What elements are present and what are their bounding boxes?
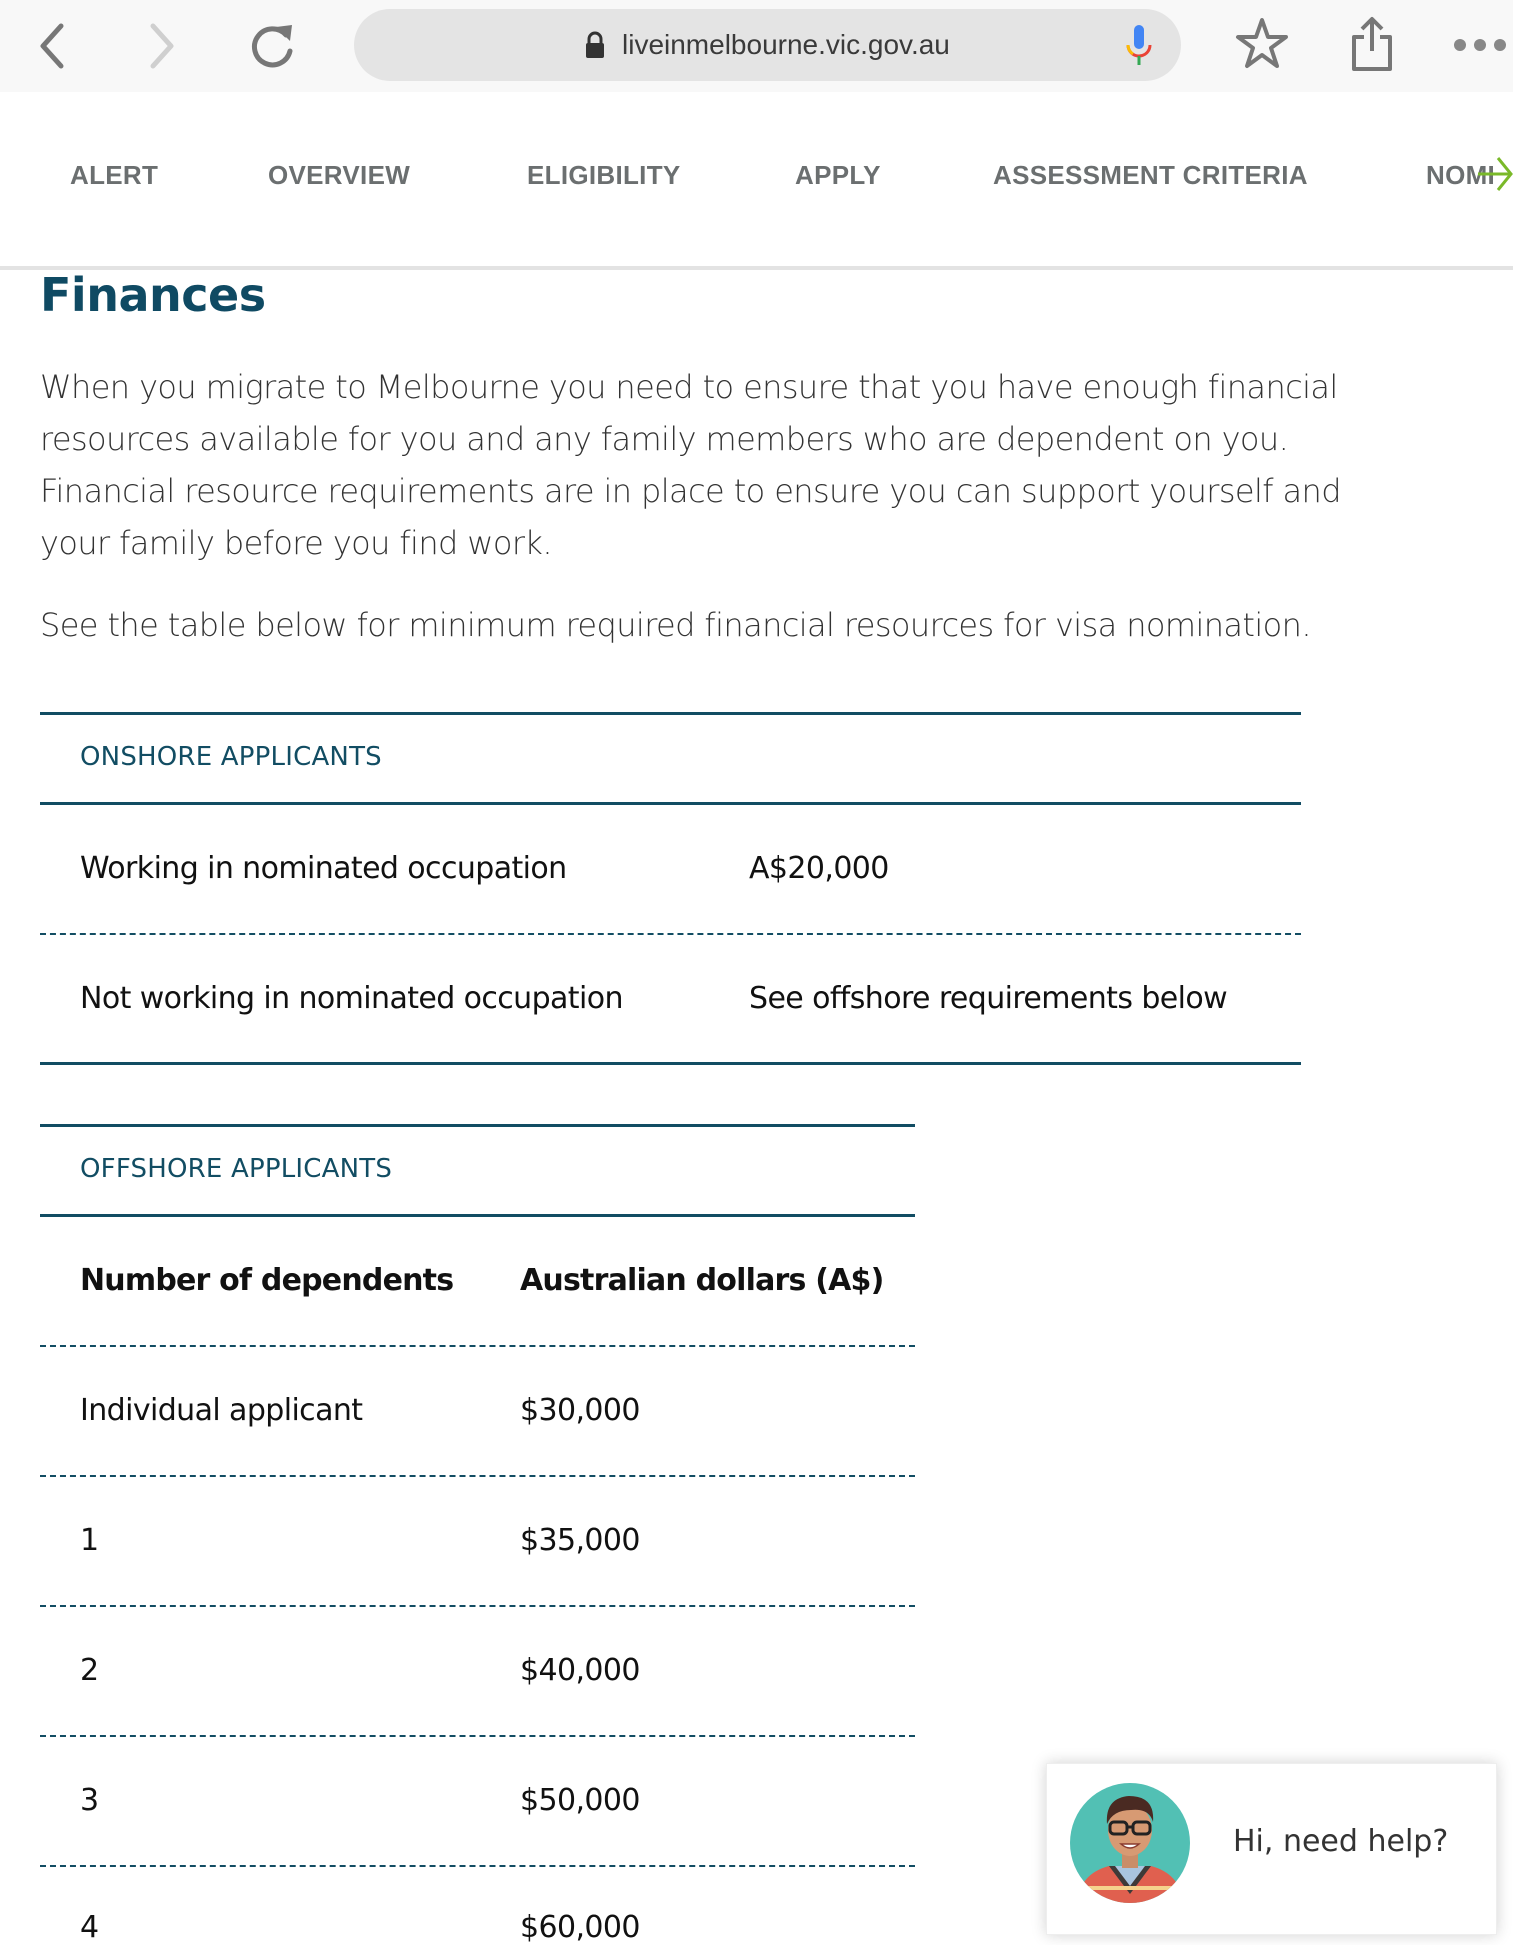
nav-item-assessment-criteria[interactable]: ASSESSMENT CRITERIA (993, 160, 1308, 190)
onshore-row-label: Working in nominated occupation (80, 851, 567, 886)
row-divider (40, 1605, 915, 1607)
table-top-border (40, 712, 1301, 715)
row-divider (40, 933, 1301, 935)
nav-item-nominated[interactable]: NOMI (1426, 160, 1496, 190)
offshore-row-dependents: 2 (80, 1653, 99, 1688)
offshore-row-amount: $60,000 (520, 1910, 640, 1945)
page-title: Finances (40, 268, 266, 322)
offshore-row-amount: $50,000 (520, 1783, 640, 1818)
arrow-right-icon[interactable] (1476, 154, 1513, 199)
column-header-dependents: Number of dependents (80, 1263, 454, 1298)
more-icon[interactable] (1452, 30, 1513, 60)
nav-item-overview[interactable]: OVERVIEW (268, 160, 411, 190)
row-divider (40, 1475, 915, 1477)
onshore-row-label: Not working in nominated occupation (80, 981, 623, 1016)
chat-prompt[interactable]: Hi, need help? (1233, 1824, 1449, 1859)
support-agent-avatar-icon[interactable] (1069, 1782, 1191, 1909)
offshore-header: OFFSHORE APPLICANTS (80, 1154, 393, 1184)
row-divider (40, 1735, 915, 1737)
onshore-row-value: See offshore requirements below (749, 981, 1228, 1016)
offshore-row-dependents: 1 (80, 1523, 99, 1558)
row-divider (40, 1865, 915, 1867)
table-top-border (40, 1124, 915, 1127)
offshore-row-amount: $40,000 (520, 1653, 640, 1688)
onshore-header: ONSHORE APPLICANTS (80, 742, 382, 772)
chat-widget[interactable] (1046, 1763, 1497, 1935)
forward-icon[interactable] (140, 16, 184, 76)
intro-line-3: Financial resource requirements are in place to ensure you can support yourself and (40, 472, 1341, 510)
table-header-border (40, 802, 1301, 805)
address-bar[interactable] (354, 9, 1181, 81)
offshore-row-amount: $30,000 (520, 1393, 640, 1428)
browser-toolbar (0, 0, 1513, 92)
intro-line-2: resources available for you and any family members who are dependent on you. (40, 420, 1289, 458)
offshore-row-amount: $35,000 (520, 1523, 640, 1558)
section-nav (0, 92, 1513, 270)
onshore-row-value: A$20,000 (749, 851, 889, 886)
row-divider (40, 1345, 915, 1347)
nav-item-alert[interactable]: ALERT (70, 160, 159, 190)
nav-item-eligibility[interactable]: ELIGIBILITY (527, 160, 681, 190)
share-icon[interactable] (1344, 14, 1400, 74)
intro-line-1: When you migrate to Melbourne you need to ensure that you have enough financial (40, 368, 1338, 406)
nav-item-apply[interactable]: APPLY (795, 160, 881, 190)
table-note: See the table below for minimum required financial resources for visa nomination. (40, 606, 1311, 644)
table-header-border (40, 1214, 915, 1217)
reload-icon[interactable] (246, 18, 298, 74)
back-icon[interactable] (30, 16, 74, 76)
column-header-amount: Australian dollars (A$) (520, 1263, 884, 1298)
lock-icon (584, 31, 606, 64)
intro-line-4: your family before you find work. (40, 524, 552, 562)
offshore-row-dependents: Individual applicant (80, 1393, 363, 1428)
star-icon[interactable] (1232, 14, 1292, 74)
offshore-row-dependents: 3 (80, 1783, 99, 1818)
url-text[interactable]: liveinmelbourne.vic.gov.au (622, 29, 950, 60)
table-bottom-border (40, 1062, 1301, 1065)
microphone-icon[interactable] (1124, 23, 1154, 74)
offshore-row-dependents: 4 (80, 1910, 99, 1945)
